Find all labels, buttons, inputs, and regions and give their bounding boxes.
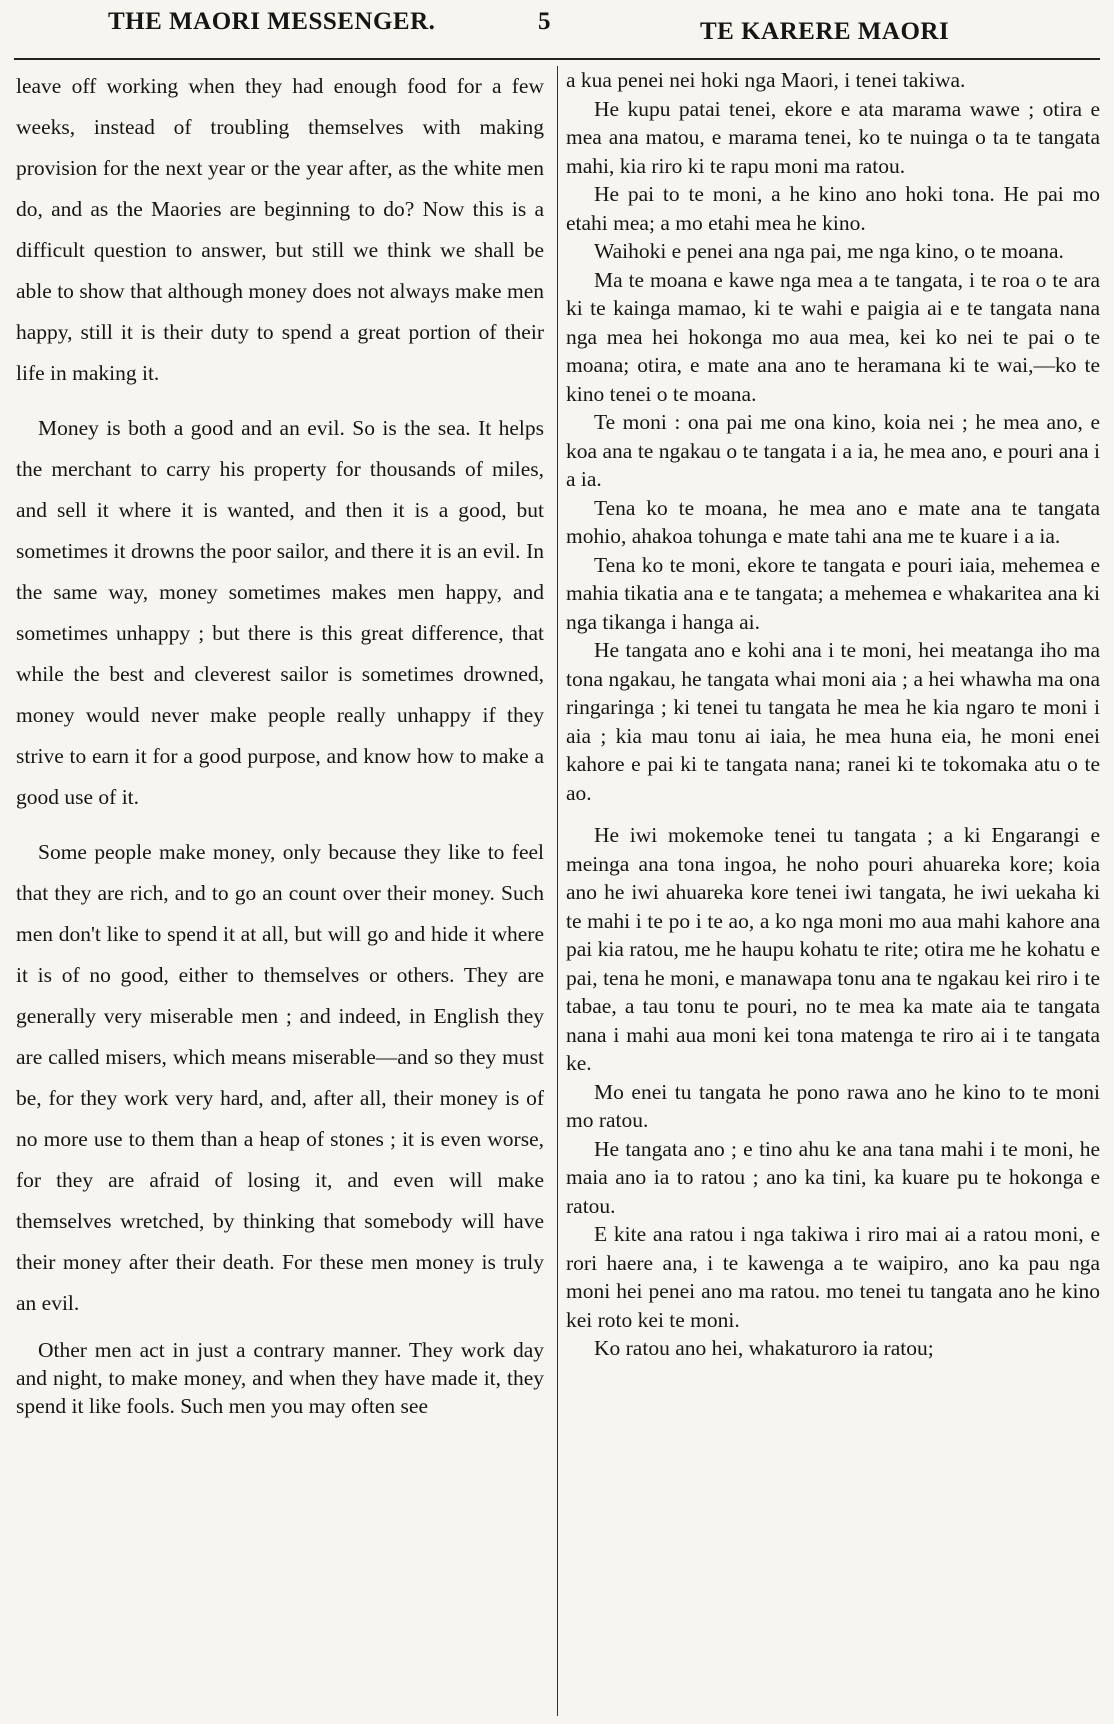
paragraph: Mo enei tu tangata he pono rawa ano he kino to te moni mo ratou. bbox=[566, 1079, 1100, 1132]
paragraph: He pai to te moni, a he kino ano hoki tona. He pai mo etahi mea; a mo etahi mea he kino. bbox=[566, 182, 1100, 235]
paragraph: E kite ana ratou i nga takiwa i riro mai ai a ratou moni, e rori haere ana, i te kawenga a te waipiro, ano ka pau nga moni hei penei ano ma ratou. mo tenei tu tangata ano he kino kei roto kei te moni. bbox=[566, 1222, 1100, 1332]
paragraph: Tena ko te moni, ekore te tangata e pouri iaia, mehemea e mahia tikatia ana e te tangata; a mehemea e whakaritea ana ki nga tikanga i hanga ai. bbox=[566, 552, 1100, 634]
maori-column bbox=[566, 66, 1100, 1363]
maori-masthead: TE KARERE MAORI bbox=[700, 18, 950, 45]
paragraph: Waihoki e penei ana nga pai, me nga kino, o te moana. bbox=[594, 239, 1064, 263]
english-column bbox=[16, 66, 544, 1420]
paragraph: Money is both a good and an evil. So is the sea. It helps the merchant to carry his property for thousands of miles, and sell it where it is wanted, and then it is a good, but sometimes it drowns the poor sailor, and there it is an evil. In the same way, money sometimes makes men happy, and sometimes unhappy ; but there is this great difference, that while the best and cleverest sailor is sometimes drowned, money would never make people really unhappy if they strive to earn it for a good purpose, and know how to make a good use of it. bbox=[16, 416, 544, 809]
paragraph: Te moni : ona pai me ona kino, koia nei ; he mea ano, e koa ana te ngakau o te tangata i a ia, he mea ano, e pouri ana i a ia. bbox=[566, 410, 1100, 491]
column-divider bbox=[557, 66, 558, 1716]
paragraph: Other men act in just a contrary manner. They work day and night, to make money, and when they have made it, they spend it like fools. Such men you may often see bbox=[16, 1338, 544, 1418]
paragraph: He iwi mokemoke tenei tu tangata ; a ki Engarangi e meinga ana tona ingoa, he noho pouri ahuareka kore; koia ano he iwi ahuareka kore tenei iwi tangata, he iwi uekaha ki te mahi i te po i te ao, a ko nga moni mo aua mahi kahore ana pai kia ratou, me he haupu kohatu te rite; otira me he kohatu e pai, tena he moni, e manawapa tonu ana te ngakau kei riro i te tabae, a tau tonu te pouri, no te mea ka mate aia te tangata nana i mahi aua moni kei tona matenga te riro ai i te tangata ke. bbox=[566, 823, 1100, 1075]
paragraph: Ma te moana e kawe nga mea a te tangata, i te roa o te ara ki te kainga mamao, ki te wahi e paigia ai e te tangata nana nga mea hei hokonga mo aua mea, kei ko nei te pai o te moana; otira, e mate ana ano te heramana ki te wai,—ko te kino tenei o te moana. bbox=[566, 267, 1100, 406]
page-number: 5 bbox=[538, 8, 551, 35]
header-rule bbox=[14, 58, 1100, 60]
english-masthead: THE MAORI MESSENGER. bbox=[108, 8, 436, 35]
paragraph: a kua penei nei hoki nga Maori, i tenei takiwa. bbox=[566, 68, 966, 92]
paragraph: Ko ratou ano hei, whakaturoro ia ratou; bbox=[594, 1336, 934, 1360]
paragraph: Some people make money, only because they like to feel that they are rich, and to go an count over their money. Such men don't like to spend it at all, but will go and hide it where it is of no good, either to themselves or others. They are generally very miserable men ; and indeed, in English they are called misers, which means miserable—and so they must be, for they work very hard, and, after all, their money is of no more use to them than a heap of stones ; it is even worse, for they are afraid of losing it, and even will make themselves wretched, by thinking that somebody will have their money after their death. For these men money is truly an evil. bbox=[16, 840, 544, 1315]
paragraph: He tangata ano e kohi ana i te moni, hei meatanga iho ma tona ngakau, he tangata whai moni aia ; a hei whawha ma ona ringaringa ; ki tenei tu tangata he mea he kia ngaro te moni i aia ; kia mau tonu ai iaia, he mea huna eia, he moni enei kahore e pai ki te tangata nana; ranei ki te tokomaka atu o te ao. bbox=[566, 638, 1100, 805]
paragraph: Tena ko te moana, he mea ano e mate ana te tangata mohio, ahakoa tohunga e mate tahi ana me te kuare i a ia. bbox=[566, 495, 1100, 548]
page-header bbox=[0, 0, 1114, 56]
paragraph: He kupu patai tenei, ekore e ata marama wawe ; otira e mea ana matou, e marama tenei, ko te nuinga o ta te tangata mahi, kia riro ki te rapu moni ma ratou. bbox=[566, 96, 1100, 178]
paragraph: He tangata ano ; e tino ahu ke ana tana mahi i te moni, he maia ano ia to ratou ; ano ka tini, ka kuare pu te hokonga e ratou. bbox=[566, 1136, 1100, 1218]
paragraph: leave off working when they had enough food for a few weeks, instead of troubling themselves with making provision for the next year or the year after, as the white men do, and as the Maories are beginning to do? Now this is a difficult question to answer, but still we think we shall be able to show that although money does not always make men happy, still it is their duty to spend a great portion of their life in making it. bbox=[16, 74, 544, 385]
